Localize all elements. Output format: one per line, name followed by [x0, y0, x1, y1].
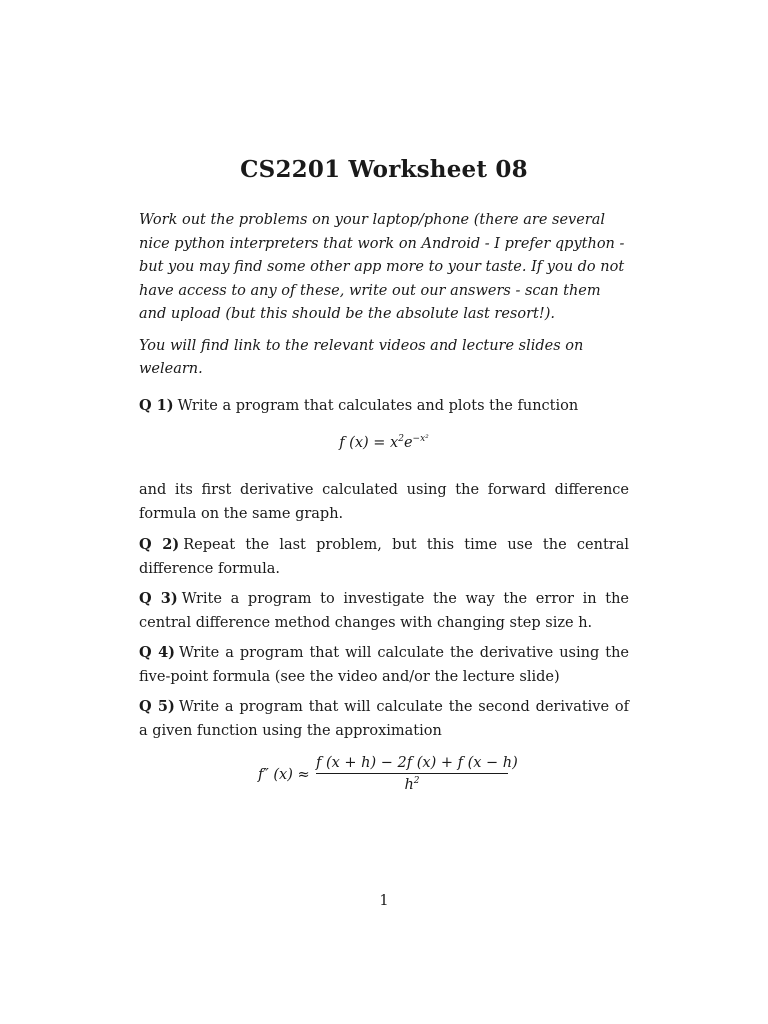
- question-text: Write a program that will calculate the second derivative of a given function using the approximation: [139, 699, 629, 739]
- equation-exponent: 2: [398, 434, 404, 444]
- equation-exponent: 2: [413, 776, 420, 786]
- page-title: CS2201 Worksheet 08: [240, 156, 528, 183]
- equation-exponent: −x²: [412, 434, 429, 444]
- question-text: Repeat the last problem, but this time use the central difference formula.: [139, 537, 629, 577]
- equation-base-e: e: [403, 434, 413, 451]
- question-2: [139, 533, 629, 581]
- question-label: Q 4): [139, 644, 176, 661]
- question-text: Write a program to investigate the way the error in the central difference method changes with changing step size h.: [139, 591, 629, 631]
- equation-denominator: [316, 776, 508, 793]
- question-label: Q 2): [139, 536, 180, 553]
- equation-lhs: f″ (x) ≈: [258, 767, 310, 783]
- equation-function: [0, 434, 768, 451]
- page-number: 1: [379, 893, 389, 909]
- question-text: and its first derivative calculated using the forward difference formula on the same graph.: [139, 482, 629, 522]
- intro-text: [139, 209, 629, 390]
- question-label: Q 1): [139, 397, 174, 414]
- question-text: Write a program that calculates and plots the function: [177, 398, 579, 414]
- question-5: [139, 695, 629, 743]
- question-label: Q 5): [139, 698, 175, 715]
- intro-paragraph-2: You will find link to the relevant videos and lecture slides on welearn.: [139, 337, 584, 377]
- question-4: [139, 641, 629, 689]
- equation-lhs: f (x) = x: [339, 434, 399, 451]
- question-text: Write a program that will calculate the derivative using the five-point formula (see the video and/or the lecture slide): [139, 645, 629, 685]
- equation-denominator-base: h: [404, 776, 414, 793]
- intro-paragraph-1: Work out the problems on your laptop/phone (there are several nice python interpreters that work on Android - I prefer qpython - but you may find some other app more to your taste. If you do not have access to any of these, write out our answers - scan them and upload (but this should be the absolute last resort!).: [139, 212, 625, 322]
- equation-fraction: [316, 755, 518, 793]
- question-1-continuation: [139, 479, 629, 526]
- question-3: [139, 587, 629, 635]
- question-label: Q 3): [139, 590, 178, 607]
- question-1: [139, 394, 629, 419]
- equation-numerator: f (x + h) − 2f (x) + f (x − h): [316, 755, 508, 774]
